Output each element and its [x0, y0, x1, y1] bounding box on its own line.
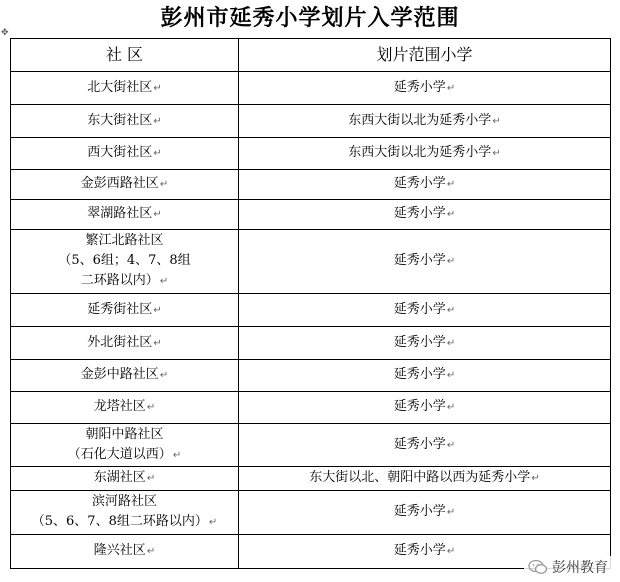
paragraph-mark-icon: ↵ [208, 517, 218, 528]
paragraph-mark-icon: ↵ [446, 82, 456, 94]
community-cell [11, 360, 239, 392]
district-table [10, 38, 611, 569]
community-line: 龙塔社区↵ [93, 399, 156, 414]
paragraph-mark-icon: ↵ [153, 148, 162, 159]
table-row [11, 327, 611, 360]
community-cell [11, 327, 239, 360]
school-cell: 延秀小学↵ [239, 392, 611, 424]
community-line: （5、6、7、8组二环路以内）↵ [31, 514, 218, 529]
table-row [11, 200, 611, 230]
table-row [11, 105, 611, 138]
community-line: 金彭中路社区↵ [80, 367, 169, 382]
community-line: 东大街社区↵ [87, 112, 162, 128]
paragraph-mark-icon: ↵ [446, 256, 456, 267]
table-row [11, 360, 611, 392]
school-cell: 延秀小学↵ [239, 535, 611, 569]
community-cell [11, 170, 239, 200]
community-cell [11, 230, 239, 294]
paragraph-mark-icon: ↵ [159, 276, 169, 287]
community-line: 二环路以内）↵ [80, 273, 169, 288]
community-line: 北大街社区↵ [87, 79, 162, 95]
community-line: （5、6组；4、7、8组 [58, 253, 191, 268]
table-row [11, 467, 611, 491]
paragraph-mark-icon: ↵ [172, 449, 182, 461]
school-cell: 东西大街以北为延秀小学↵ [239, 138, 611, 170]
paragraph-mark-icon: ↵ [446, 304, 456, 316]
community-cell [11, 535, 239, 569]
paragraph-mark-icon: ↵ [531, 473, 540, 484]
paragraph-mark-icon: ↵ [492, 148, 501, 159]
paragraph-mark-icon: ↵ [492, 115, 501, 127]
paragraph-mark-icon: ↵ [446, 209, 456, 220]
community-line: （石化大道以西）↵ [67, 446, 182, 462]
header-school: 划片范围小学 [239, 39, 611, 72]
community-cell [11, 72, 239, 105]
community-line: 外北街社区↵ [87, 334, 162, 350]
page-title: 彭州市延秀小学划片入学范围 [160, 5, 460, 31]
community-cell [11, 294, 239, 327]
school-cell: 延秀小学↵ [239, 170, 611, 200]
watermark [524, 556, 612, 578]
community-cell [11, 200, 239, 230]
header-community: 社 区 [11, 39, 239, 72]
table-row [11, 424, 611, 467]
paragraph-mark-icon: ↵ [153, 209, 162, 220]
table-row [11, 535, 611, 569]
community-line: 金彭西路社区↵ [80, 176, 169, 191]
school-cell: 东大街以北、朝阳中路以西为延秀小学↵ [239, 467, 611, 491]
school-cell: 延秀小学↵ [239, 327, 611, 360]
paragraph-mark-icon: ↵ [153, 337, 162, 349]
community-cell [11, 424, 239, 467]
table-row [11, 491, 611, 535]
table-row [11, 72, 611, 105]
table-row [11, 392, 611, 424]
community-cell [11, 491, 239, 535]
paragraph-mark-icon: ↵ [153, 82, 162, 94]
paragraph-mark-icon: ↵ [153, 304, 162, 316]
table-row [11, 294, 611, 327]
school-cell: 延秀小学↵ [239, 230, 611, 294]
table-row [11, 170, 611, 200]
table-move-handle-icon[interactable]: ✥ [1, 28, 9, 38]
table-row [11, 138, 611, 170]
paragraph-mark-icon: ↵ [446, 439, 456, 451]
wechat-icon [528, 559, 548, 575]
school-cell: 延秀小学↵ [239, 491, 611, 535]
school-cell: 延秀小学↵ [239, 360, 611, 392]
community-cell [11, 105, 239, 138]
paragraph-mark-icon: ↵ [446, 546, 456, 557]
table-row [11, 230, 611, 294]
community-line: 隆兴社区↵ [93, 543, 156, 558]
community-cell [11, 138, 239, 170]
paragraph-mark-icon: ↵ [146, 473, 156, 484]
community-line: 繁江北路社区 [85, 233, 164, 248]
paragraph-mark-icon: ↵ [446, 337, 456, 349]
school-cell: 延秀小学↵ [239, 72, 611, 105]
school-cell: 延秀小学↵ [239, 424, 611, 467]
paragraph-mark-icon: ↵ [159, 179, 169, 190]
community-line: 翠湖路社区↵ [87, 206, 162, 221]
watermark-text: 彭州教育 [552, 560, 608, 576]
school-cell: 延秀小学↵ [239, 294, 611, 327]
community-line: 滨河路社区 [91, 494, 157, 509]
community-line: 朝阳中路社区 [85, 426, 164, 442]
community-line: 延秀街社区↵ [87, 301, 162, 317]
community-line: 西大街社区↵ [87, 145, 162, 160]
paragraph-mark-icon: ↵ [446, 507, 456, 518]
paragraph-mark-icon: ↵ [146, 402, 156, 413]
community-line: 东湖社区↵ [93, 470, 156, 485]
paragraph-mark-icon: ↵ [446, 179, 456, 190]
school-cell: 延秀小学↵ [239, 200, 611, 230]
school-cell: 东西大街以北为延秀小学↵ [239, 105, 611, 138]
community-cell [11, 392, 239, 424]
paragraph-mark-icon: ↵ [146, 546, 156, 557]
paragraph-mark-icon: ↵ [446, 402, 456, 413]
paragraph-mark-icon: ↵ [159, 370, 169, 381]
paragraph-mark-icon: ↵ [446, 370, 456, 381]
paragraph-mark-icon: ↵ [153, 115, 162, 127]
table-header-row [11, 39, 611, 72]
community-cell [11, 467, 239, 491]
